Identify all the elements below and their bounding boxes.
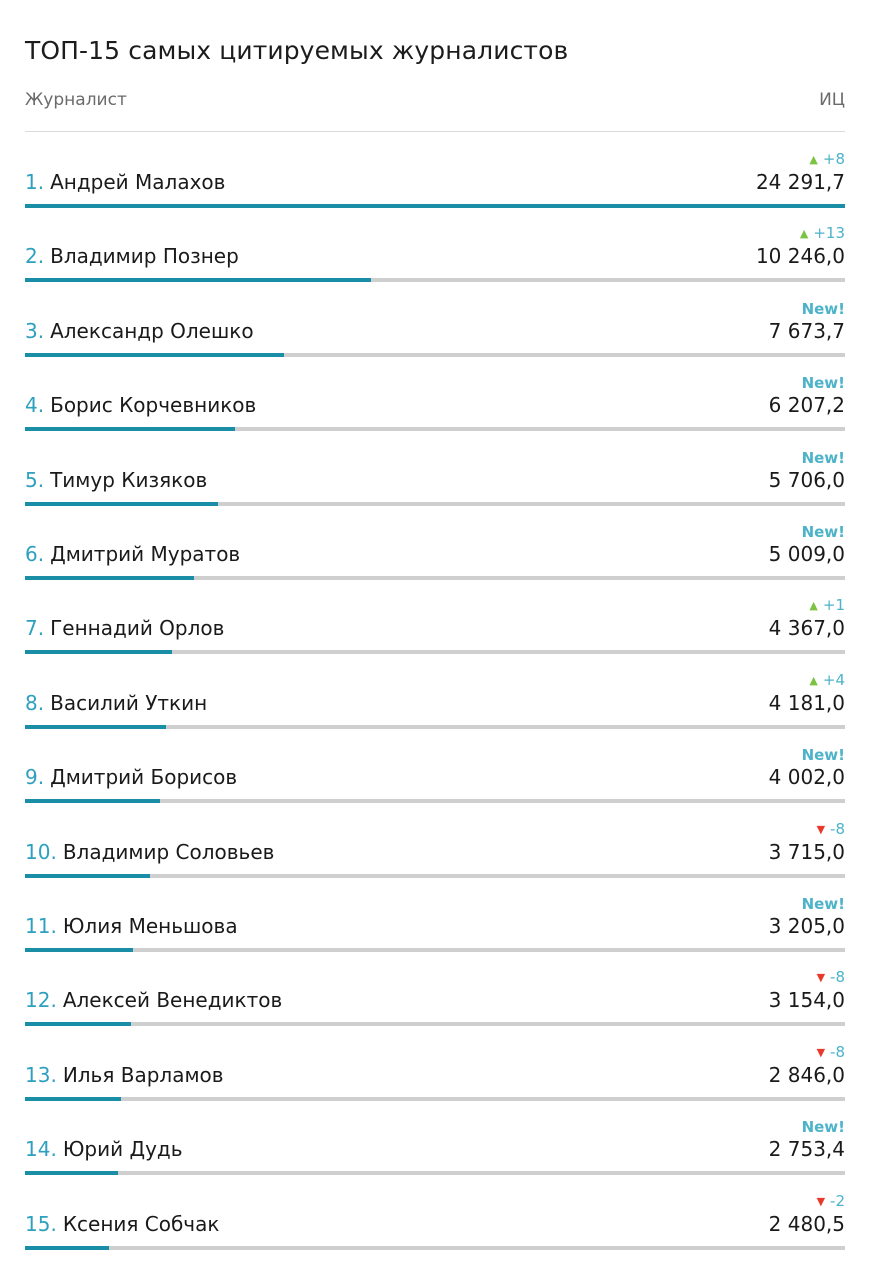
- bar-track: [25, 1246, 845, 1250]
- rank-change-badge: [817, 1192, 845, 1211]
- rank-number: 15.: [25, 1211, 57, 1236]
- rank-change-badge: [817, 968, 845, 987]
- table-row: [25, 208, 845, 282]
- rank-change-value: -8: [830, 1042, 845, 1061]
- journalist-label: [25, 765, 237, 789]
- triangle-down-icon: ▼: [816, 822, 826, 836]
- triangle-up-icon: ▲: [809, 673, 818, 687]
- rank-number: 3.: [25, 318, 45, 343]
- bar-track: [25, 353, 845, 357]
- citation-index-value: 6 207,2: [768, 393, 845, 418]
- table-row: [25, 506, 845, 580]
- rank-change-badge: [802, 300, 845, 318]
- journalist-label: [25, 616, 224, 640]
- new-entry-label: New!: [801, 895, 845, 913]
- bar-track: [25, 799, 845, 803]
- journalist-label: [25, 1137, 183, 1161]
- new-entry-label: New!: [801, 374, 845, 393]
- bar: [25, 725, 166, 729]
- journalist-label: [25, 244, 239, 268]
- rank-number: 10.: [25, 839, 57, 864]
- bar-track: [25, 1171, 845, 1175]
- citation-index-value: 4 002,0: [768, 765, 845, 790]
- journalist-name: Владимир Соловьев: [62, 839, 275, 864]
- bar: [25, 1171, 118, 1175]
- bar-track: [25, 1022, 845, 1026]
- journalist-label: [25, 840, 274, 864]
- table-row: [25, 134, 845, 208]
- citation-index-value: 3 154,0: [768, 988, 845, 1013]
- citation-index-value: 2 753,4: [768, 1137, 845, 1162]
- journalist-name: Юлия Меньшова: [62, 914, 238, 938]
- table-row: [25, 804, 845, 878]
- bar-track: [25, 576, 845, 580]
- new-entry-label: New!: [801, 523, 845, 541]
- journalist-name: Илья Варламов: [62, 1062, 224, 1087]
- table-row: [25, 1027, 845, 1101]
- table-row: [25, 655, 845, 729]
- bar: [25, 576, 194, 580]
- citation-index-value: 4 367,0: [768, 616, 845, 641]
- bar-track: [25, 204, 845, 208]
- journalist-name: Алексей Венедиктов: [62, 988, 283, 1013]
- journalist-name: Владимир Познер: [50, 244, 239, 269]
- journalist-name: Дмитрий Борисов: [50, 765, 238, 790]
- triangle-up-icon: ▲: [809, 599, 818, 613]
- journalist-name: Александр Олешко: [50, 318, 254, 343]
- journalist-label: [25, 1063, 224, 1087]
- bar: [25, 427, 235, 431]
- chart-title: ТОП-15 самых цитируемых журналистов: [25, 36, 569, 65]
- table-row: [25, 580, 845, 654]
- bar-track: [25, 948, 845, 952]
- rank-change-badge: [802, 1118, 845, 1136]
- citation-index-value: 3 205,0: [768, 914, 845, 938]
- rank-number: 2.: [25, 244, 45, 269]
- rank-change-badge: [800, 224, 845, 243]
- journalist-label: [25, 542, 240, 566]
- citation-index-value: 24 291,7: [755, 170, 845, 194]
- new-entry-label: New!: [801, 746, 845, 765]
- rank-number: 7.: [25, 616, 45, 641]
- bar: [25, 799, 160, 803]
- triangle-up-icon: ▲: [799, 227, 809, 241]
- rank-number: 9.: [25, 765, 45, 790]
- rank-number: 14.: [25, 1137, 57, 1162]
- bar-track: [25, 650, 845, 654]
- bar-track: [25, 502, 845, 506]
- table-row: [25, 952, 845, 1026]
- journalist-name: Ксения Собчак: [62, 1211, 220, 1236]
- new-entry-label: New!: [801, 299, 845, 318]
- rank-change-value: +1: [822, 596, 845, 615]
- new-entry-label: New!: [801, 448, 845, 467]
- rank-number: 12.: [25, 988, 57, 1013]
- rank-number: 4.: [25, 393, 45, 418]
- bar: [25, 1246, 109, 1250]
- bar: [25, 502, 218, 506]
- table-row: [25, 878, 845, 952]
- new-entry-label: New!: [801, 1118, 845, 1137]
- bar: [25, 278, 371, 282]
- rank-change-badge: [802, 895, 845, 913]
- journalist-label: [25, 691, 207, 715]
- rank-change-value: -8: [830, 819, 845, 838]
- journalist-label: [25, 319, 254, 343]
- rank-number: 1.: [25, 170, 45, 194]
- bar: [25, 353, 284, 357]
- table-row: [25, 283, 845, 357]
- table-row: [25, 729, 845, 803]
- table-row: [25, 1176, 845, 1250]
- triangle-up-icon: ▲: [809, 153, 818, 166]
- table-row: [25, 1101, 845, 1175]
- bar: [25, 1097, 121, 1101]
- citation-index-value: 2 846,0: [768, 1062, 845, 1087]
- triangle-down-icon: ▼: [816, 1194, 826, 1208]
- bar: [25, 1022, 131, 1026]
- rank-change-badge: [802, 374, 845, 392]
- rank-change-value: +8: [822, 150, 845, 168]
- journalist-label: [25, 468, 207, 492]
- citation-index-value: 10 246,0: [755, 244, 845, 269]
- rank-number: 6.: [25, 542, 45, 566]
- bar: [25, 948, 133, 952]
- citation-index-value: 7 673,7: [768, 318, 845, 343]
- journalist-name: Борис Корчевников: [50, 393, 257, 418]
- bar: [25, 874, 150, 878]
- citation-index-value: 4 181,0: [768, 690, 845, 715]
- journalist-name: Тимур Кизяков: [50, 467, 208, 492]
- journalist-name: Андрей Малахов: [50, 170, 226, 194]
- table-row: [25, 432, 845, 506]
- journalist-name: Юрий Дудь: [62, 1137, 183, 1162]
- rank-number: 8.: [25, 690, 45, 715]
- bar: [25, 650, 172, 654]
- journalist-name: Геннадий Орлов: [50, 616, 225, 641]
- citation-index-value: 2 480,5: [768, 1211, 845, 1236]
- citation-index-value: 3 715,0: [768, 839, 845, 864]
- rank-number: 5.: [25, 467, 45, 492]
- rank-change-value: +4: [822, 670, 845, 689]
- rank-change-badge: [809, 596, 845, 615]
- journalist-label: [25, 988, 282, 1012]
- citation-index-value: 5 706,0: [768, 467, 845, 492]
- triangle-down-icon: ▼: [816, 971, 826, 985]
- column-header-journalist: Журналист: [25, 90, 127, 110]
- rank-change-badge: [817, 1043, 845, 1062]
- rank-change-badge: [802, 523, 845, 541]
- bar-track: [25, 725, 845, 729]
- rank-number: 13.: [25, 1062, 57, 1087]
- table-row: [25, 357, 845, 431]
- rank-change-value: -8: [830, 968, 845, 987]
- bar-track: [25, 427, 845, 431]
- bar-track: [25, 278, 845, 282]
- rank-change-value: -2: [830, 1191, 845, 1210]
- rank-change-badge: [802, 746, 845, 764]
- journalist-label: [25, 393, 256, 417]
- journalist-label: [25, 914, 238, 938]
- rank-change-value: +13: [813, 224, 845, 243]
- journalist-name: Василий Уткин: [50, 690, 208, 715]
- rank-change-badge: [817, 820, 845, 839]
- triangle-down-icon: ▼: [816, 1045, 826, 1059]
- journalist-label: [25, 170, 225, 194]
- bar-track: [25, 874, 845, 878]
- rank-change-badge: [809, 671, 845, 690]
- citation-index-value: 5 009,0: [768, 542, 845, 566]
- rank-change-badge: [809, 150, 845, 169]
- rank-change-badge: [802, 449, 845, 467]
- journalist-label: [25, 1212, 219, 1236]
- rank-number: 11.: [25, 914, 57, 938]
- column-header-citation-index: ИЦ: [819, 90, 845, 110]
- bar: [25, 204, 845, 208]
- bar-track: [25, 1097, 845, 1101]
- journalist-name: Дмитрий Муратов: [50, 542, 241, 566]
